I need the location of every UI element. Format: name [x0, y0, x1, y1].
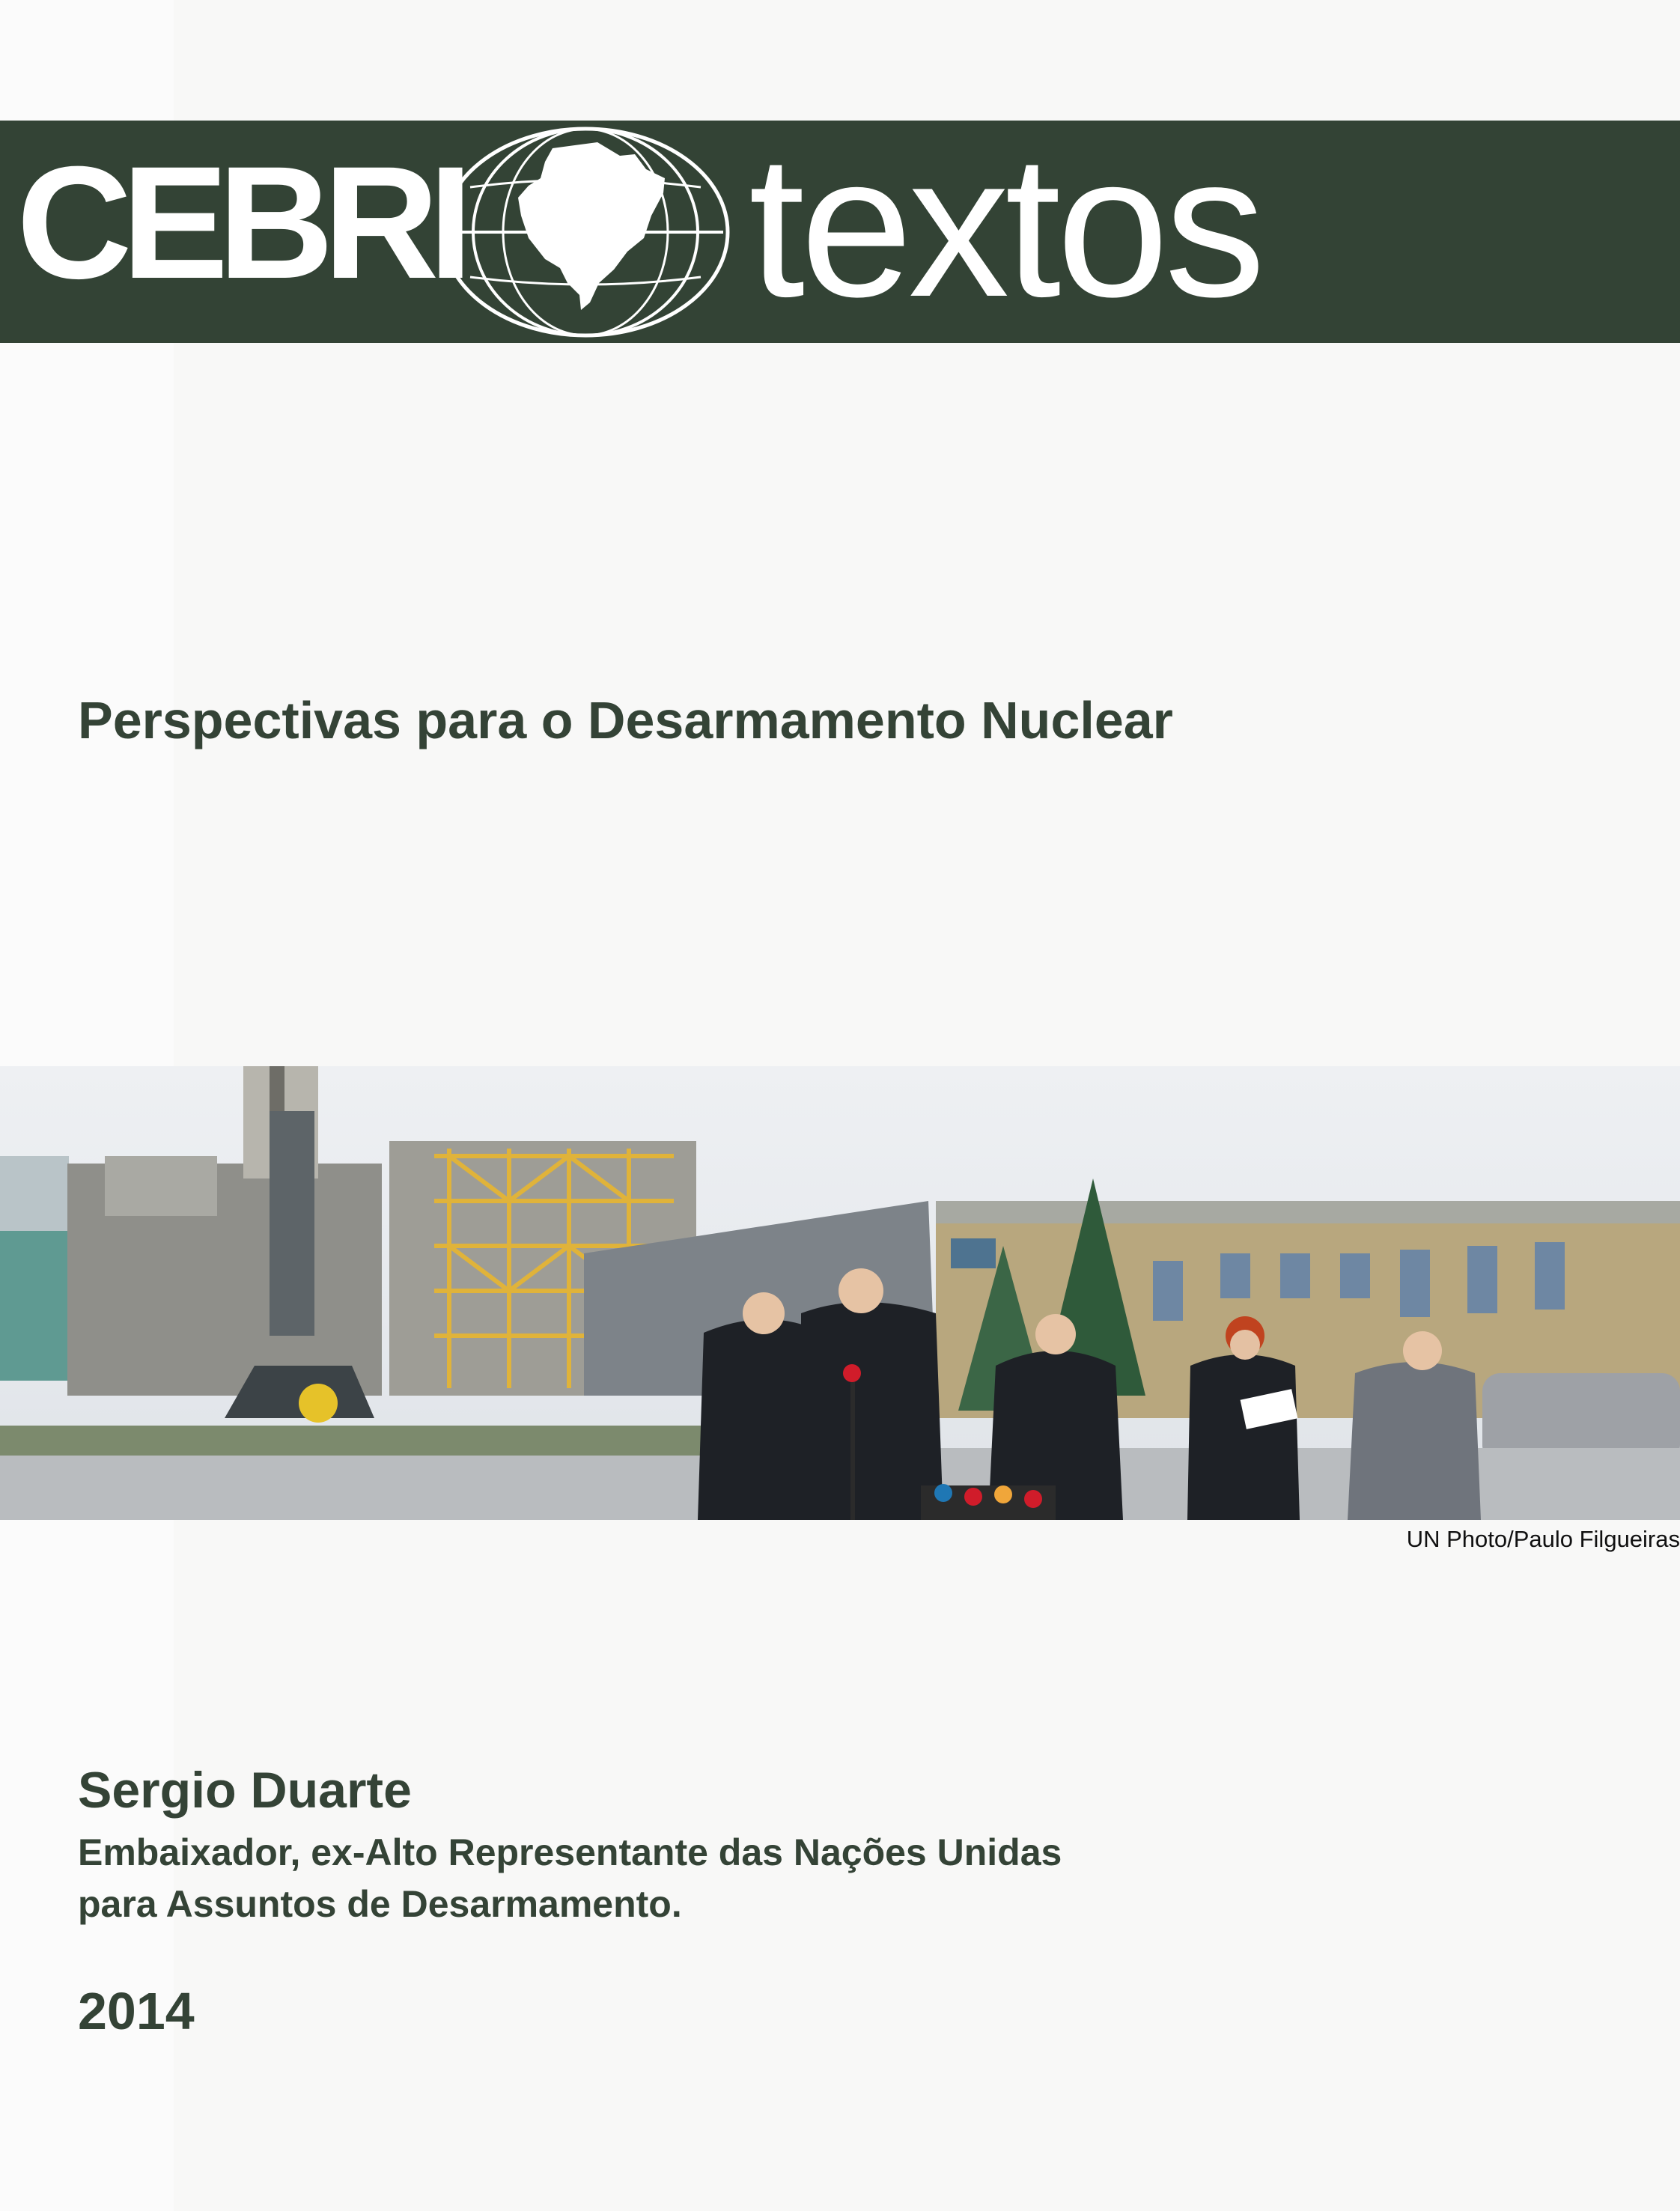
author-role-line: Embaixador, ex-Alto Representante das Nações Unidas: [78, 1831, 1062, 1873]
brazil-globe-logo-icon: [440, 126, 731, 338]
cover-photo: [0, 1066, 1680, 1520]
publication-year: 2014: [78, 1982, 195, 2040]
photo-credit: UN Photo/Paulo Filgueiras: [1406, 1526, 1680, 1552]
brand-suffix-text: textos: [749, 114, 1261, 339]
author-role: [78, 1827, 1062, 1930]
author-name: Sergio Duarte: [78, 1762, 412, 1819]
brand-logo-text: CEBRI: [16, 133, 463, 312]
author-role-line: para Assuntos de Desarmamento.: [78, 1883, 682, 1925]
document-title: Perspectivas para o Desarmamento Nuclear: [78, 691, 1173, 749]
